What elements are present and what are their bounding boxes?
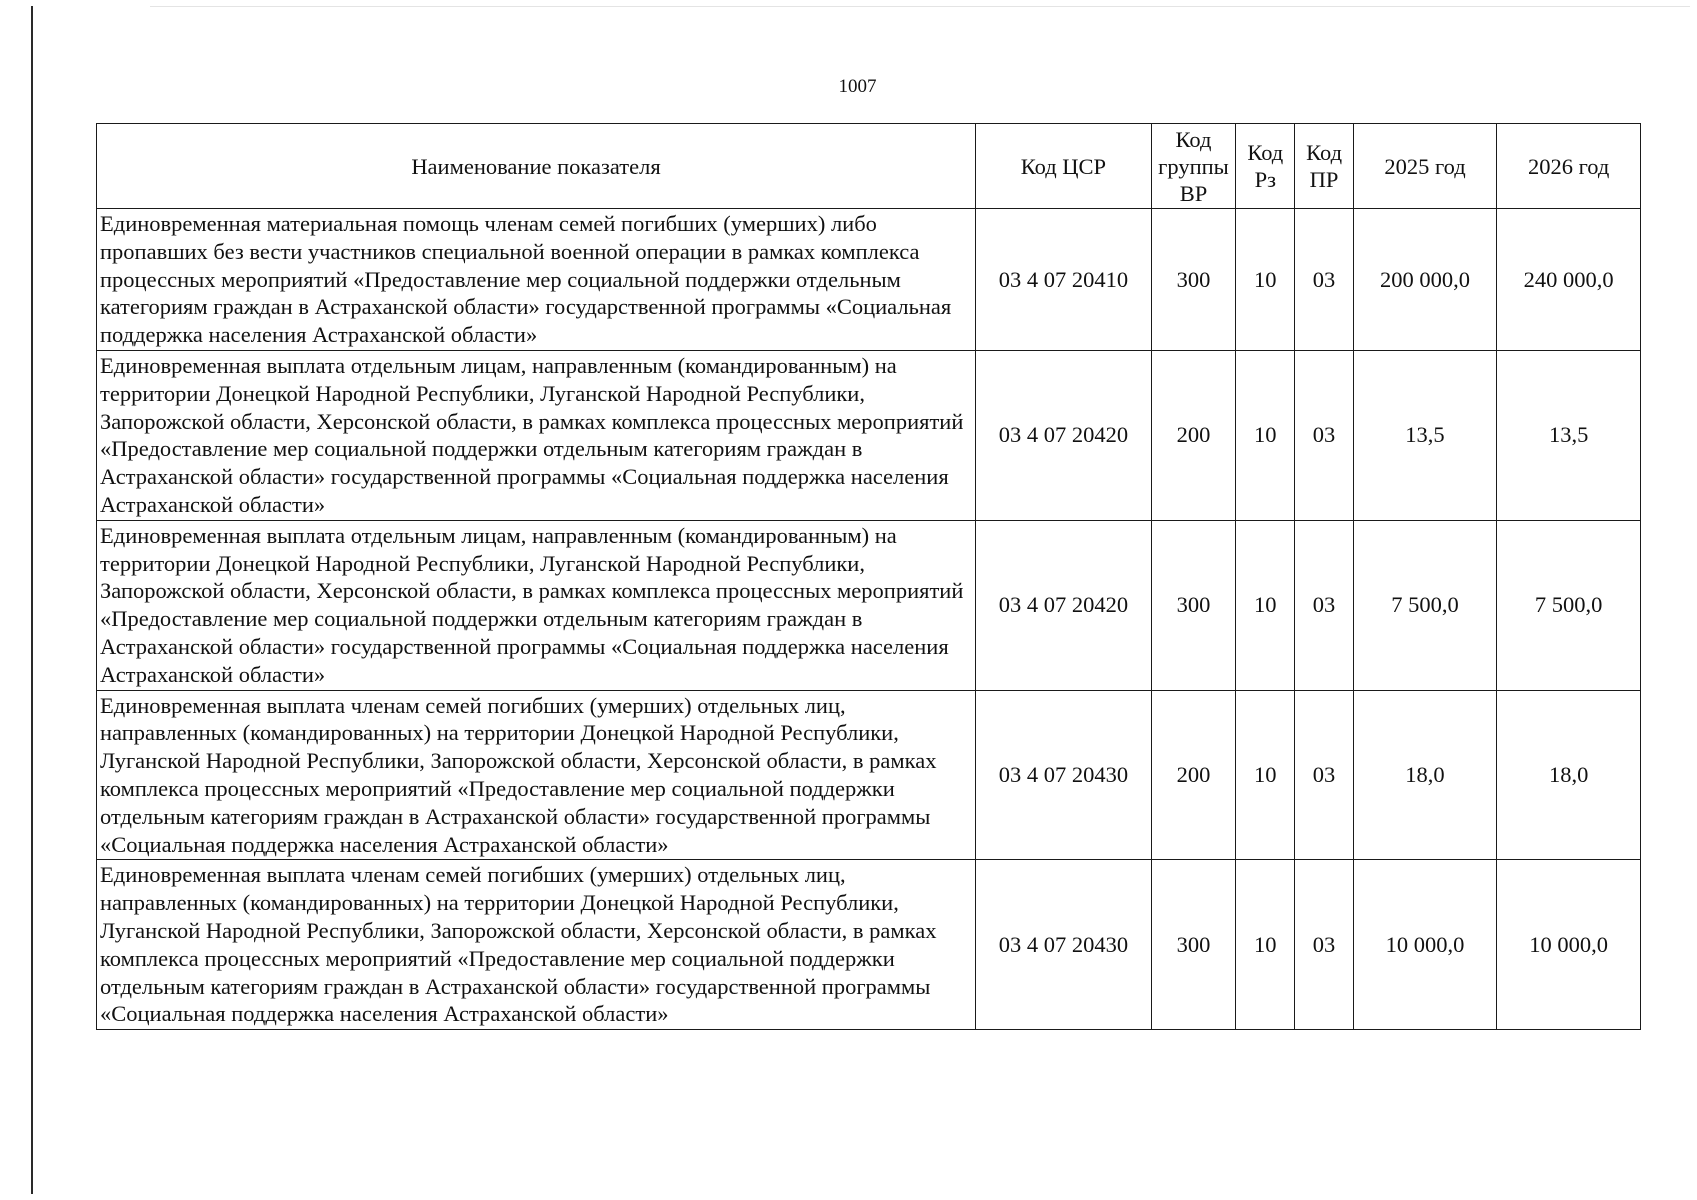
amount-2026-cell: 18,0 [1497, 690, 1641, 860]
rz-code-cell: 10 [1236, 860, 1295, 1030]
amount-2025-cell: 10 000,0 [1353, 860, 1497, 1030]
pr-code-cell: 03 [1295, 520, 1353, 690]
vr-code-cell: 300 [1151, 520, 1235, 690]
indicator-name-cell: Единовременная материальная помощь членам семей погибших (умерших) либо пропавших без вести участников специальной военной операции в рамках комплекса процессных мероприятий «Предоставление мер социальной поддержки отдельным категориям граждан в Астраханской области» государственной программы «Социальная поддержка населения Астраханской области» [97, 209, 976, 351]
table-row [97, 690, 1641, 860]
csr-code-cell: 03 4 07 20420 [975, 350, 1151, 520]
indicator-name-cell: Единовременная выплата членам семей погибших (умерших) отдельных лиц, направленных (командированных) на территории Донецкой Народной Республики, Луганской Народной Республики, Запорожской области, Херсонской области, в рамках комплекса процессных мероприятий «Предоставление мер социальной поддержки отдельным категориям граждан в Астраханской области» государственной программы «Социальная поддержка населения Астраханской области» [97, 690, 976, 860]
csr-code-cell: 03 4 07 20410 [975, 209, 1151, 351]
indicator-name-cell: Единовременная выплата отдельным лицам, направленным (командированным) на территории Донецкой Народной Республики, Луганской Народной Республики, Запорожской области, Херсонской области, в рамках комплекса процессных мероприятий «Предоставление мер социальной поддержки отдельным категориям граждан в Астраханской области» государственной программы «Социальная поддержка населения Астраханской области» [97, 520, 976, 690]
header-vr-group-code: Код группы ВР [1151, 124, 1235, 209]
header-year-2026: 2026 год [1497, 124, 1641, 209]
amount-2026-cell: 13,5 [1497, 350, 1641, 520]
table-row [97, 209, 1641, 351]
csr-code-cell: 03 4 07 20430 [975, 860, 1151, 1030]
amount-2025-cell: 18,0 [1353, 690, 1497, 860]
table-row [97, 350, 1641, 520]
rz-code-cell: 10 [1236, 690, 1295, 860]
vr-code-cell: 300 [1151, 860, 1235, 1030]
page-number: 1007 [838, 76, 877, 97]
indicator-name-cell: Единовременная выплата членам семей погибших (умерших) отдельных лиц, направленных (командированных) на территории Донецкой Народной Республики, Луганской Народной Республики, Запорожской области, Херсонской области, в рамках комплекса процессных мероприятий «Предоставление мер социальной поддержки отдельным категориям граждан в Астраханской области» государственной программы «Социальная поддержка населения Астраханской области» [97, 860, 976, 1030]
rz-code-cell: 10 [1236, 520, 1295, 690]
scan-top-edge [150, 6, 1690, 7]
amount-2025-cell: 7 500,0 [1353, 520, 1497, 690]
pr-code-cell: 03 [1295, 860, 1353, 1030]
header-year-2025: 2025 год [1353, 124, 1497, 209]
csr-code-cell: 03 4 07 20420 [975, 520, 1151, 690]
vr-code-cell: 300 [1151, 209, 1235, 351]
table-row [97, 520, 1641, 690]
rz-code-cell: 10 [1236, 350, 1295, 520]
header-rz-code: Код Рз [1236, 124, 1295, 209]
amount-2025-cell: 13,5 [1353, 350, 1497, 520]
header-csr-code: Код ЦСР [975, 124, 1151, 209]
pr-code-cell: 03 [1295, 209, 1353, 351]
rz-code-cell: 10 [1236, 209, 1295, 351]
amount-2026-cell: 10 000,0 [1497, 860, 1641, 1030]
table-row [97, 860, 1641, 1030]
amount-2025-cell: 200 000,0 [1353, 209, 1497, 351]
budget-table [96, 123, 1641, 1030]
pr-code-cell: 03 [1295, 690, 1353, 860]
amount-2026-cell: 240 000,0 [1497, 209, 1641, 351]
vr-code-cell: 200 [1151, 690, 1235, 860]
amount-2026-cell: 7 500,0 [1497, 520, 1641, 690]
vr-code-cell: 200 [1151, 350, 1235, 520]
csr-code-cell: 03 4 07 20430 [975, 690, 1151, 860]
header-pr-code: Код ПР [1295, 124, 1353, 209]
table-header-row [97, 124, 1641, 209]
header-indicator-name: Наименование показателя [97, 124, 976, 209]
pr-code-cell: 03 [1295, 350, 1353, 520]
scan-margin-line [31, 6, 33, 1194]
indicator-name-cell: Единовременная выплата отдельным лицам, направленным (командированным) на территории Донецкой Народной Республики, Луганской Народной Республики, Запорожской области, Херсонской области, в рамках комплекса процессных мероприятий «Предоставление мер социальной поддержки отдельным категориям граждан в Астраханской области» государственной программы «Социальная поддержка населения Астраханской области» [97, 350, 976, 520]
